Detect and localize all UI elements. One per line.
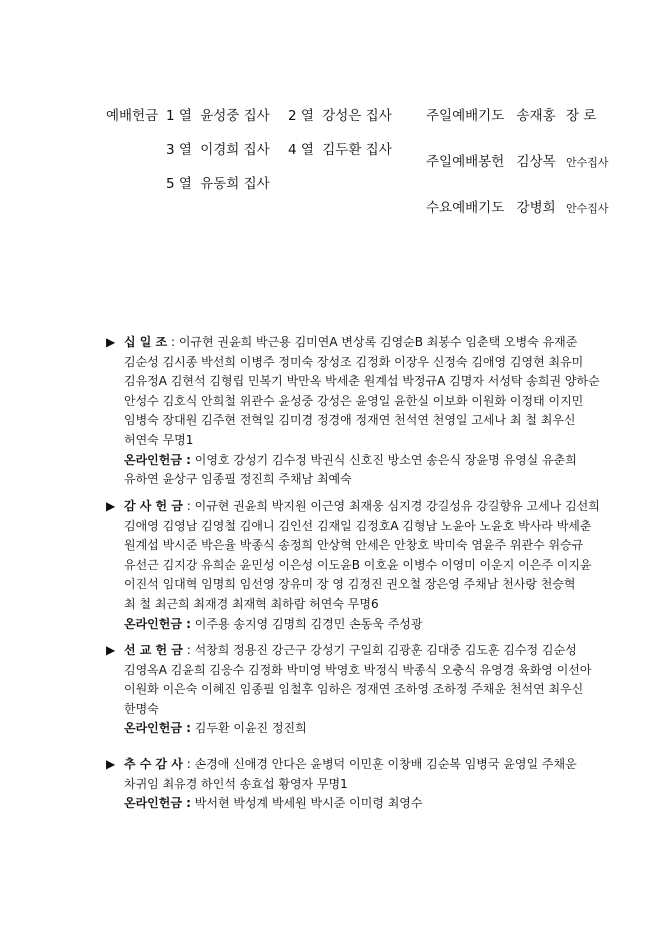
name-line: 임병숙 장대원 김주현 전혁일 김미경 정경애 정재연 천석연 천영일 고세나 최 철 최우신: [124, 413, 576, 428]
duty-person: 송재홍: [516, 108, 556, 124]
name-line: 이영호 강성기 김수정 박권식 신호진 방소연 송은식 장윤명 유영실 유춘희: [194, 452, 577, 467]
name-line: 김영옥A 김윤희 김응수 김정화 박미영 박영호 박정식 박종식 오충식 유영경 육화영 이선아: [124, 662, 592, 677]
offering-row-2: [166, 138, 392, 158]
name-line: 김애영 김영남 김영철 김애니 김인선 김재일 김정호A 김형남 노윤아 노윤호 박사라 박세춘: [124, 518, 592, 533]
name-line: 김순성 김시종 박선희 이병주 정미숙 장성조 김정화 이장우 신정숙 김애영 김영현 최유미: [124, 354, 584, 369]
duty-wednesday-prayer: [426, 196, 608, 216]
row-number: 3 열: [166, 142, 192, 158]
duty-label: 주일예배봉헌: [426, 154, 505, 170]
name-line: 박서현 박성계 박세원 박시준 이미령 최영수: [194, 796, 423, 811]
name-line: 손경애 신애경 안다은 윤병덕 이민훈 이창배 김순복 임병국 윤영일 주채운: [194, 757, 577, 771]
row-number: 1 열: [166, 108, 192, 124]
section-tithe: [106, 333, 600, 490]
name-line: 안성수 김호식 안희철 위관수 윤성중 강성은 윤영일 윤한실 이보화 이원화 이정태 이지민: [124, 393, 584, 408]
section-heading: 십 일 조: [124, 335, 168, 349]
online-offering-label: 온라인헌금 :: [124, 721, 191, 736]
offering-row-1: [166, 104, 392, 124]
name-line: 원계섭 박시준 박은율 박종식 송정희 안상혁 안세은 안창호 박미숙 염윤주 위관수 위승규: [124, 538, 584, 553]
online-offering-label: 온라인헌금 :: [124, 452, 191, 467]
section-thanks: [106, 497, 600, 634]
name-line: 유하연 윤상구 임종필 정진희 주채남 최예숙: [124, 472, 352, 487]
online-offering-line: [106, 719, 576, 739]
name-line: 유선근 김지강 유희순 윤민성 이은성 이도윤B 이호윤 이병수 이영미 이운지 이은주 이지윤: [124, 557, 592, 572]
online-offering-line: [106, 615, 576, 635]
section-first-line: ▶ 감 사 헌 금 : 이규현 권윤희 박지원 이근영 최재웅 심지경 강길성유 강길향유 고세나 김선희: [106, 497, 576, 517]
section-heading: 감 사 헌 금: [124, 499, 183, 513]
row-number: 2 열: [288, 108, 314, 124]
section-mission: [106, 641, 592, 739]
name-line: 김유정A 김현석 김형립 민복기 박만옥 박세춘 원계섭 박정규A 김명자 서성탁 송희권 양하순: [124, 374, 600, 389]
name-line: 허연숙 무명1: [124, 432, 194, 447]
name-line: 이규현 권윤희 박근용 김미연A 변상록 김영순B 최봉수 임춘택 오병숙 유재준: [178, 335, 578, 349]
row-person: 김두환 집사: [322, 142, 392, 158]
name-line: 한명숙: [124, 701, 159, 716]
offering-row-3: [166, 172, 270, 192]
online-offering-label: 온라인헌금 :: [124, 616, 191, 631]
row-number: 5 열: [166, 176, 192, 192]
name-line: 이원화 이은숙 이혜진 임종필 임철후 임하은 정재연 조하영 조하정 주채운 천석연 최우신: [124, 682, 584, 697]
row-person: 유동희 집사: [200, 176, 270, 192]
duty-label: 주일예배기도: [426, 108, 505, 124]
online-offering-line: [106, 451, 576, 471]
name-line: 석창희 정용진 강근구 강성기 구일회 김광훈 김대중 김도훈 김수정 김순성: [194, 643, 577, 657]
section-first-line: ▶ 추 수 감 사 : 손경애 신애경 안다은 윤병덕 이민훈 이창배 김순복 임병국 윤영일 주채운: [106, 755, 576, 775]
name-line: 이진석 임대혁 임명희 임선영 장유미 장 영 김정진 권오철 장은영 주채남 천사랑 천승혁: [124, 577, 576, 592]
duty-sunday-offering: [426, 150, 608, 170]
section-heading: 추 수 감 사: [124, 757, 183, 771]
row-number: 4 열: [288, 142, 314, 158]
triangle-marker-icon: ▶: [106, 499, 116, 513]
name-line: 이주용 송지영 김명희 김경민 손동욱 주성광: [194, 616, 423, 631]
triangle-marker-icon: ▶: [106, 757, 116, 771]
section-harvest: [106, 755, 576, 814]
duty-person: 강병희: [516, 200, 556, 216]
online-offering-label: 온라인헌금 :: [124, 796, 191, 811]
row-person: 이경희 집사: [200, 142, 270, 158]
row-person: 윤성중 집사: [200, 108, 270, 124]
online-offering-line: [106, 794, 576, 814]
section-heading: 선 교 헌 금: [124, 643, 183, 657]
name-line: 최 철 최근희 최재경 최재혁 최하람 허연숙 무명6: [124, 596, 379, 611]
duty-title: 안수집사: [565, 156, 609, 169]
name-line: 김두환 이윤진 정진희: [194, 721, 307, 736]
triangle-marker-icon: ▶: [106, 335, 116, 349]
duty-title: 안수집사: [565, 202, 609, 215]
duty-sunday-prayer: [426, 104, 596, 124]
duty-label: 수요예배기도: [426, 200, 505, 216]
duty-person: 김상목: [516, 154, 556, 170]
name-line: 차귀임 최유경 하인석 송효섭 황영자 무명1: [124, 776, 348, 791]
duty-title: 장 로: [565, 108, 597, 124]
triangle-marker-icon: ▶: [106, 643, 116, 657]
section-first-line: ▶ 선 교 헌 금 : 석창희 정용진 강근구 강성기 구일회 김광훈 김대중 김도훈 김수정 김순성: [106, 641, 576, 661]
offering-label: 예배헌금: [106, 108, 159, 124]
section-first-line: ▶ 십 일 조 : 이규현 권윤희 박근용 김미연A 변상록 김영순B 최봉수 임춘택 오병숙 유재준: [106, 333, 576, 353]
name-line: 이규현 권윤희 박지원 이근영 최재웅 심지경 강길성유 강길향유 고세나 김선희: [194, 499, 600, 513]
row-person: 강성은 집사: [322, 108, 392, 124]
